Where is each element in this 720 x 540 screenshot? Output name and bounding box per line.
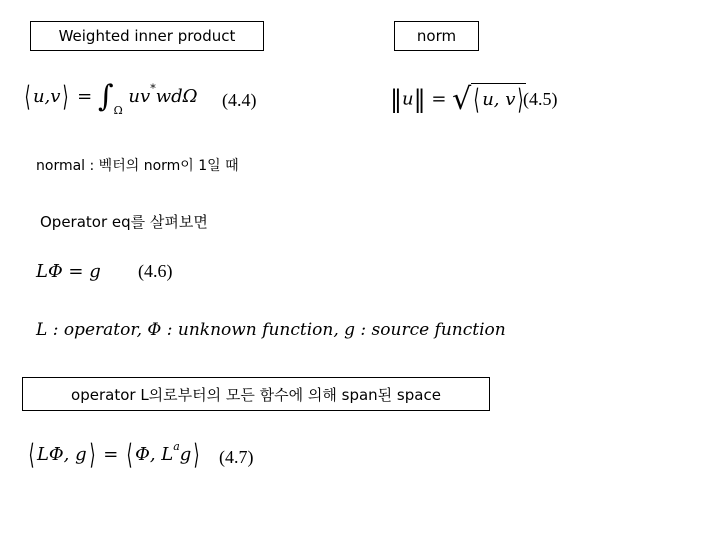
eq47-rhs-2: g (179, 444, 192, 465)
equation-4-4 (22, 79, 198, 117)
eq45-angle-close: ⟩ (517, 82, 524, 116)
normal-note: normal : 벡터의 norm이 1일 때 (36, 158, 239, 174)
operator-legend: L : operator, Φ : unknown function, g : source function (36, 320, 506, 340)
eq44-lhs-vars: u,v (32, 86, 61, 107)
eq46-label: (4.6) (138, 261, 173, 281)
eq44-conjugate: * (150, 82, 156, 95)
eq44-equals: = (77, 86, 93, 107)
eq45-equals: = (431, 88, 447, 110)
norm-box (394, 21, 479, 51)
equation-4-6: LΦ = g (36, 261, 101, 282)
eq47-label: (4.7) (219, 447, 254, 467)
weighted-inner-product-title: Weighted inner product (58, 27, 236, 45)
span-note-box (22, 377, 490, 411)
eq44-domain: Ω (113, 104, 123, 117)
eq44-integrand-uv: uv (128, 86, 151, 107)
eq44-label: (4.4) (222, 90, 257, 110)
eq47-angle-close-1: ⟩ (89, 438, 96, 471)
eq45-label: (4.5) (523, 89, 558, 109)
equation-4-5 (390, 82, 526, 117)
eq45-radicand (471, 83, 526, 114)
span-note-text: operator L의로부터의 모든 함수에 의해 span된 space (71, 385, 441, 404)
eq47-angle-close-2: ⟩ (193, 438, 200, 471)
eq44-integral-sign: ∫ (97, 79, 114, 114)
weighted-inner-product-box (30, 21, 264, 51)
eq45-angle-open: ⟨ (473, 82, 480, 116)
eq47-angle-open-2: ⟨ (126, 438, 133, 471)
eq45-sqrt: √ (452, 82, 472, 117)
equation-4-7 (26, 440, 202, 469)
eq45-norm-close: ‖ (413, 85, 426, 114)
norm-title: norm (416, 27, 457, 45)
eq47-angle-open-1: ⟨ (28, 438, 35, 471)
eq44-angle-open: ⟨ (24, 80, 31, 113)
eq47-adjoint: a (173, 440, 180, 453)
eq47-rhs-1: Φ, L (135, 444, 174, 465)
eq47-equals: = (103, 444, 119, 465)
operator-eq-note: Operator eq를 살펴보면 (40, 213, 208, 231)
eq45-var: u (402, 88, 414, 110)
eq45-norm-open: ‖ (390, 85, 402, 114)
eq47-lhs: LΦ, g (36, 444, 87, 465)
eq44-integrand-wd: wdΩ (155, 86, 198, 107)
eq44-angle-close: ⟩ (62, 80, 69, 113)
eq45-inner-vars: u, v (482, 88, 516, 110)
